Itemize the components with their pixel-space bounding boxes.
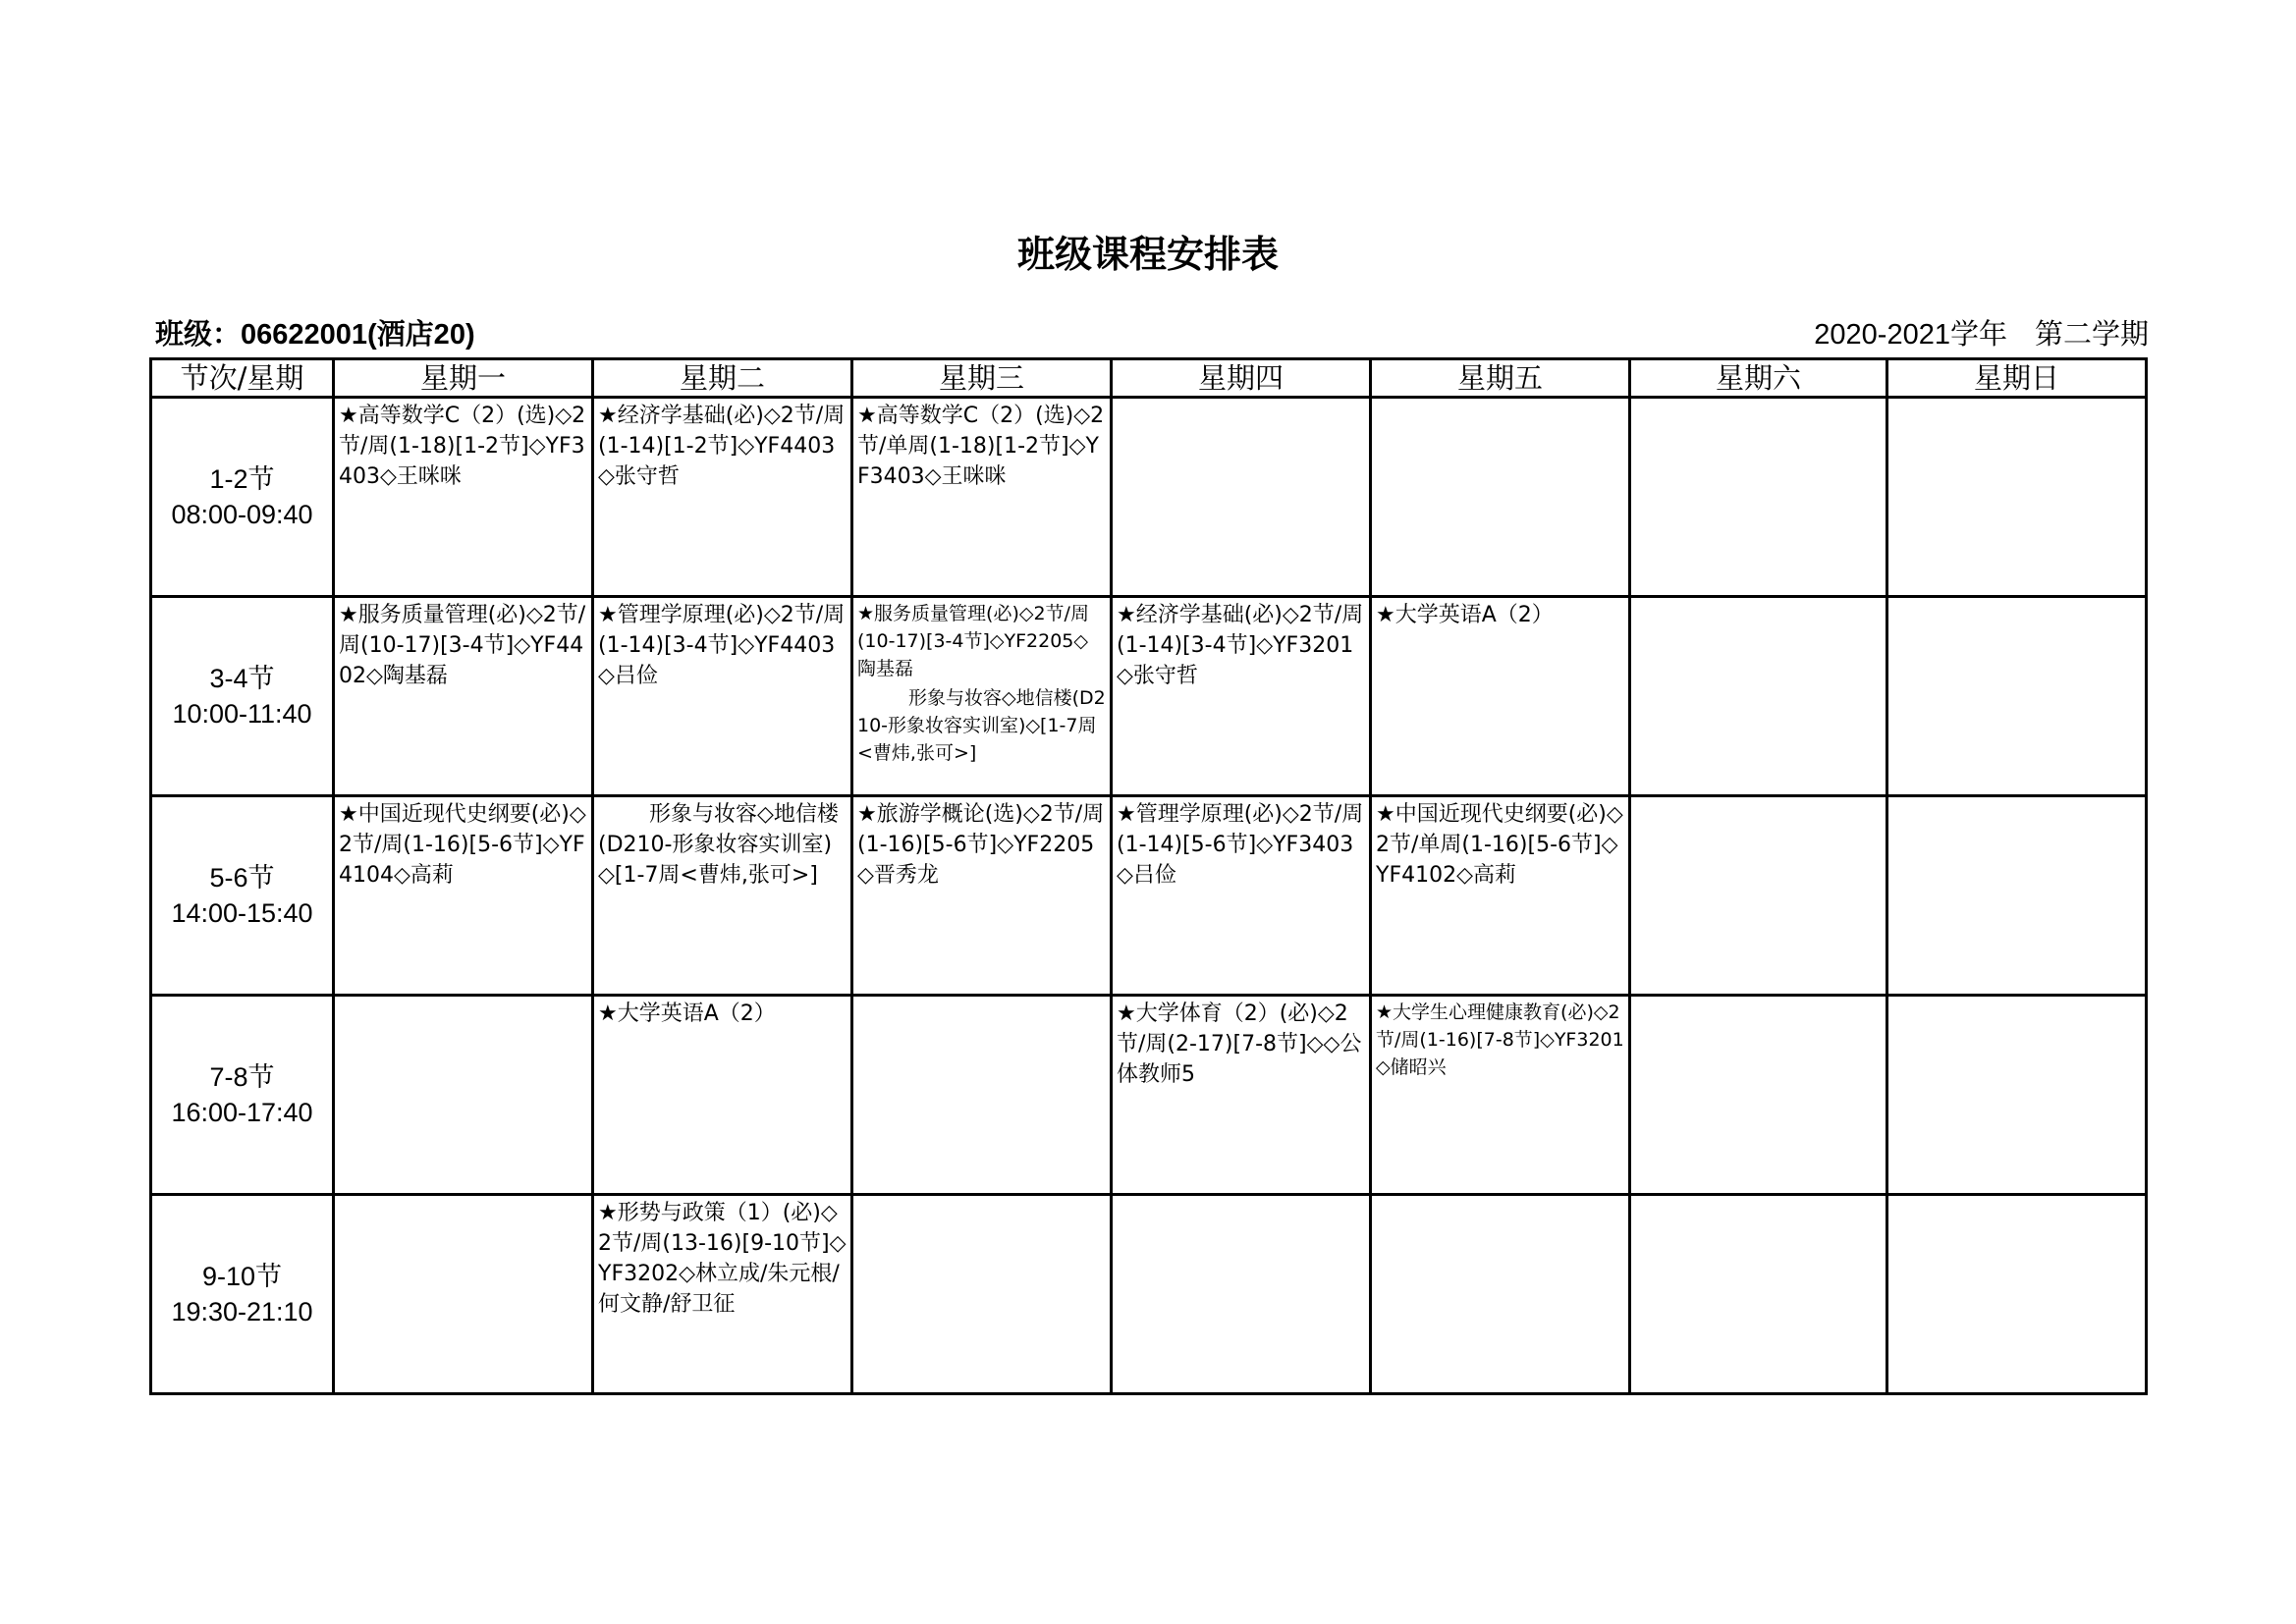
period-cell — [151, 796, 334, 996]
schedule-cell — [852, 796, 1112, 996]
page-title: 班级课程安排表 — [1016, 233, 1279, 276]
header-sunday: 星期日 — [1887, 359, 2147, 398]
academic-year: 2020-2021学年 — [1814, 319, 2007, 351]
term-label — [1814, 312, 2149, 352]
period-time: 10:00-11:40 — [172, 699, 312, 729]
period-time: 19:30-21:10 — [171, 1297, 313, 1326]
schedule-cell — [1112, 796, 1371, 996]
table-row — [151, 1195, 2147, 1394]
table-row — [151, 796, 2147, 996]
period-label: 5-6节 — [209, 863, 275, 893]
schedule-cell — [334, 597, 593, 796]
schedule-cell — [334, 796, 593, 996]
course-entry: ★高等数学C（2）(选)◇2节/周(1-18)[1-2节]◇YF3403◇王咪咪 — [339, 404, 586, 489]
schedule-cell — [1371, 398, 1630, 597]
schedule-cell — [334, 996, 593, 1195]
header-period: 节次/星期 — [151, 359, 334, 398]
course-entry — [853, 682, 1110, 767]
schedule-cell — [1371, 996, 1630, 1195]
period-cell — [151, 1195, 334, 1394]
period-label: 3-4节 — [209, 664, 275, 693]
course-entry: ★管理学原理(必)◇2节/周(1-14)[3-4节]◇YF4403◇吕俭 — [598, 603, 846, 688]
schedule-cell — [1887, 796, 2147, 996]
schedule-cell — [593, 597, 852, 796]
schedule-cell — [1112, 996, 1371, 1195]
schedule-cell — [593, 1195, 852, 1394]
schedule-cell — [1887, 996, 2147, 1195]
period-label: 1-2节 — [209, 464, 275, 494]
period-cell — [151, 398, 334, 597]
course-entry: ★大学体育（2）(必)◇2节/周(2-17)[7-8节]◇◇公体教师5 — [1117, 1001, 1362, 1087]
period-label: 7-8节 — [209, 1062, 275, 1092]
schedule-cell — [1371, 1195, 1630, 1394]
table-row — [151, 597, 2147, 796]
schedule-cell — [1630, 796, 1887, 996]
schedule-cell — [1112, 597, 1371, 796]
course-entry: ★高等数学C（2）(选)◇2节/单周(1-18)[1-2节]◇YF3403◇王咪咪 — [857, 404, 1105, 489]
course-entry: ★经济学基础(必)◇2节/周(1-14)[1-2节]◇YF4403◇张守哲 — [598, 404, 846, 489]
course-entry: ★旅游学概论(选)◇2节/周(1-16)[5-6节]◇YF2205◇晋秀龙 — [857, 802, 1105, 888]
schedule-cell — [1112, 398, 1371, 597]
header-tuesday: 星期二 — [593, 359, 852, 398]
schedule-cell — [1630, 996, 1887, 1195]
schedule-cell — [1887, 398, 2147, 597]
semester: 第二学期 — [2034, 319, 2149, 351]
course-entry: ★管理学原理(必)◇2节/周(1-14)[5-6节]◇YF3403◇吕俭 — [1117, 802, 1364, 888]
course-entry-text: 形象与妆容◇地信楼(D210-形象妆容实训室)◇[1-7周<曹炜,张可>] — [857, 687, 1106, 764]
course-entry: ★服务质量管理(必)◇2节/周(10-17)[3-4节]◇YF4402◇陶基磊 — [339, 603, 586, 688]
table-row — [151, 398, 2147, 597]
schedule-cell — [1887, 597, 2147, 796]
header-saturday: 星期六 — [1630, 359, 1887, 398]
course-entry: ★服务质量管理(必)◇2节/周(10-17)[3-4节]◇YF2205◇陶基磊 — [857, 603, 1089, 679]
course-entry-text: 形象与妆容◇地信楼(D210-形象妆容实训室)◇[1-7周<曹炜,张可>] — [598, 802, 839, 888]
header-row — [151, 359, 2147, 398]
period-cell — [151, 996, 334, 1195]
schedule-cell — [334, 1195, 593, 1394]
course-entry: ★大学生心理健康教育(必)◇2节/周(1-16)[7-8节]◇YF3201◇储昭兴 — [1376, 1001, 1624, 1078]
schedule-cell — [1630, 1195, 1887, 1394]
schedule-cell — [852, 597, 1112, 796]
header-wednesday: 星期三 — [852, 359, 1112, 398]
schedule-cell — [1630, 398, 1887, 597]
schedule-cell — [1371, 597, 1630, 796]
schedule-cell — [852, 1195, 1112, 1394]
course-entry: ★中国近现代史纲要(必)◇2节/单周(1-16)[5-6节]◇YF4102◇高莉 — [1376, 802, 1623, 888]
schedule-cell — [1112, 1195, 1371, 1394]
schedule-cell — [852, 398, 1112, 597]
table-row — [151, 996, 2147, 1195]
schedule-cell — [852, 996, 1112, 1195]
schedule-cell — [1371, 796, 1630, 996]
schedule-cell — [1630, 597, 1887, 796]
period-time: 16:00-17:40 — [171, 1098, 313, 1127]
schedule-cell — [593, 796, 852, 996]
course-entry: ★大学英语A（2） — [598, 1001, 776, 1026]
header-friday: 星期五 — [1371, 359, 1630, 398]
course-entry — [594, 797, 850, 891]
schedule-cell — [1887, 1195, 2147, 1394]
schedule-table — [149, 357, 2148, 1395]
period-label: 9-10节 — [201, 1262, 283, 1291]
schedule-cell — [334, 398, 593, 597]
course-entry: ★大学英语A（2） — [1376, 603, 1554, 627]
schedule-cell — [593, 996, 852, 1195]
course-entry: ★经济学基础(必)◇2节/周(1-14)[3-4节]◇YF3201◇张守哲 — [1117, 603, 1364, 688]
period-time: 08:00-09:40 — [171, 500, 313, 529]
header-monday: 星期一 — [334, 359, 593, 398]
period-time: 14:00-15:40 — [171, 898, 313, 928]
schedule-cell — [593, 398, 852, 597]
course-entry: ★形势与政策（1）(必)◇2节/周(13-16)[9-10节]◇YF3202◇林立成/朱元根/何文静/舒卫征 — [598, 1201, 847, 1317]
header-thursday: 星期四 — [1112, 359, 1371, 398]
period-cell — [151, 597, 334, 796]
course-entry: ★中国近现代史纲要(必)◇2节/周(1-16)[5-6节]◇YF4104◇高莉 — [339, 802, 586, 888]
class-label: 班级：06622001(酒店20) — [155, 319, 475, 351]
